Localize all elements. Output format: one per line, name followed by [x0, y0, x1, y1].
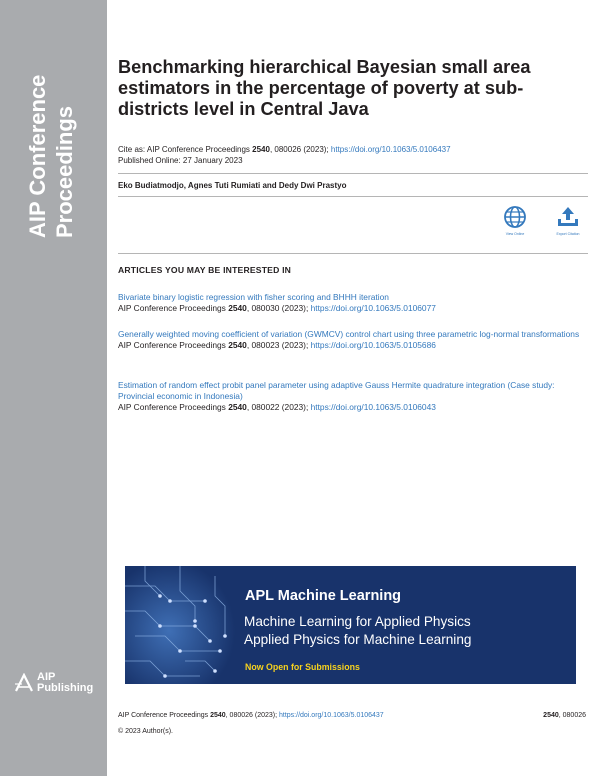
related-article-1 — [118, 292, 588, 314]
footer-citation — [118, 711, 588, 720]
circuit-graphic — [125, 566, 235, 684]
related-article-doi-link[interactable]: https://doi.org/10.1063/5.0106043 — [310, 402, 436, 412]
ref-prefix: AIP Conference Proceedings — [118, 402, 229, 412]
ref-volume: 2540 — [228, 340, 247, 350]
ref-volume: 2540 — [228, 303, 247, 313]
footer-doi-link[interactable]: https://doi.org/10.1063/5.0106437 — [279, 712, 384, 719]
related-article-ref — [118, 340, 588, 351]
ad-tagline-1: Machine Learning for Applied Physics — [244, 614, 471, 629]
citation-volume: 2540 — [252, 145, 270, 154]
publisher-name-line2: Publishing — [37, 682, 94, 694]
ref-prefix: AIP Conference Proceedings — [118, 340, 229, 350]
divider — [118, 196, 588, 197]
footer-ref-volume: 2540 — [210, 712, 226, 719]
footer-ref-suffix: , 080026 (2023); — [225, 712, 279, 719]
globe-icon — [503, 205, 527, 229]
related-article-ref — [118, 303, 588, 314]
related-article-title[interactable]: Generally weighted moving coefficient of variation (GWMCV) control chart using three parametric log-normal transformations — [118, 329, 580, 339]
related-article-title[interactable]: Bivariate binary logistic regression with fisher scoring and BHHH iteration — [118, 292, 389, 302]
related-article-2 — [118, 329, 588, 351]
ref-suffix: , 080030 (2023); — [246, 303, 311, 313]
export-citation-button[interactable] — [548, 203, 588, 239]
footer-ref-prefix: AIP Conference Proceedings — [118, 712, 211, 719]
view-online-label: View Online — [505, 232, 525, 236]
footer-page-id — [543, 711, 586, 720]
ad-cta[interactable]: Now Open for Submissions — [245, 662, 360, 672]
ref-suffix: , 080023 (2023); — [246, 340, 311, 350]
aip-publishing-logo[interactable] — [14, 671, 100, 695]
published-date: Published Online: 27 January 2023 — [118, 156, 243, 165]
ref-prefix: AIP Conference Proceedings — [118, 303, 229, 313]
footer-page-volume: 2540 — [543, 712, 559, 719]
related-article-ref — [118, 402, 588, 413]
related-article-doi-link[interactable]: https://doi.org/10.1063/5.0105686 — [310, 340, 436, 350]
article-title: Benchmarking hierarchical Bayesian small area estimators in the percentage of poverty at sub-districts level in Central Java — [118, 57, 531, 119]
citation-suffix: , 080026 (2023); — [269, 145, 331, 154]
ref-volume: 2540 — [228, 402, 247, 412]
footer-page-suffix: , 080026 — [558, 712, 586, 719]
view-online-button[interactable] — [495, 203, 535, 239]
divider — [118, 173, 588, 174]
related-article-3 — [118, 380, 588, 413]
export-icon — [555, 205, 581, 229]
ref-suffix: , 080022 (2023); — [246, 402, 311, 412]
journal-title-vertical — [0, 0, 107, 260]
journal-sidebar — [0, 0, 107, 776]
citation-prefix: Cite as: AIP Conference Proceedings — [118, 145, 253, 154]
related-article-title[interactable]: Estimation of random effect probit panel parameter using adaptive Gauss Hermite quadrature integration (Case study: Provincial economic in Indonesia) — [118, 380, 555, 401]
authors: Eko Budiatmodjo, Agnes Tuti Rumiati and Dedy Dwi Prastyo — [118, 181, 347, 190]
journal-title-line1: AIP Conference — [25, 74, 50, 238]
article-doi-link[interactable]: https://doi.org/10.1063/5.0106437 — [330, 145, 451, 154]
ad-journal-name: APL Machine Learning — [245, 588, 402, 604]
related-article-doi-link[interactable]: https://doi.org/10.1063/5.0106077 — [310, 303, 436, 313]
copyright: © 2023 Author(s). — [118, 728, 173, 735]
apl-machine-learning-ad[interactable] — [125, 566, 576, 684]
export-citation-label: Export Citation — [556, 232, 580, 236]
aip-logo-icon — [14, 673, 34, 693]
publisher-name-line1: AIP — [37, 671, 56, 683]
citation-line — [118, 145, 451, 155]
ad-tagline-2: Applied Physics for Machine Learning — [244, 632, 472, 647]
related-articles-heading: ARTICLES YOU MAY BE INTERESTED IN — [118, 265, 292, 275]
divider — [118, 253, 588, 254]
journal-title-line2: Proceedings — [52, 105, 77, 238]
